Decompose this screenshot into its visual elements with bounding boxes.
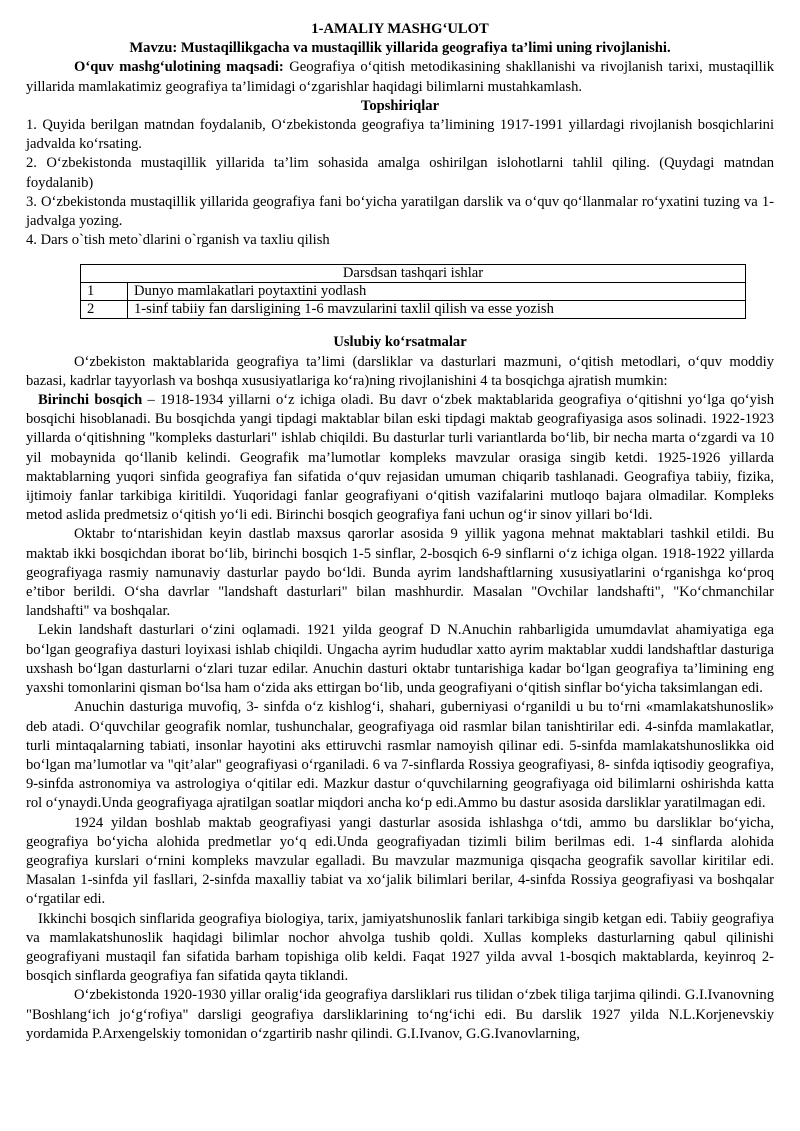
goal-paragraph — [26, 58, 774, 96]
document-title: 1-AMALIY MASHG‘ULOT — [311, 21, 489, 37]
table-row — [81, 301, 746, 319]
table-row — [81, 283, 746, 301]
table-cell-text: Dunyo mamlakatlari poytaxtini yodlash — [128, 283, 746, 301]
task-item: 4. Dars o`tish meto`dlarini o`rganish va taxliu qilish — [26, 232, 330, 249]
task-item: 2. O‘zbekistonda mustaqillik yillarida ta’lim sohasida amalga oshirilgan islohotlarni tahlil qiling. (Quydagi matndan foydalanib) — [26, 155, 774, 191]
activities-table — [80, 264, 746, 319]
table-cell-text: 1-sinf tabiiy fan darsligining 1-6 mavzularini taxlil qilish va esse yozish — [128, 301, 746, 319]
goal-text: Geografiya o‘qitish metodikasining shakllanishi va rivojlanish tarixi, mustaqillik yillarida mamlakatimiz geografiya ta’limidagi o‘zgarishlar haqidagi bilimlarni mustahkamlash. — [26, 59, 774, 95]
goal-label: O‘quv mashg‘ulotining maqsadi: — [74, 59, 284, 76]
table-cell-num: 1 — [81, 283, 128, 301]
tasks-heading: Topshiriqlar — [360, 97, 440, 114]
body-paragraph: Anuchin dasturiga muvofiq, 3- sinfda o‘z kishlog‘i, shahari, guberniyasi o‘rganildi u bu to‘rni «mamlakatshunoslik» deb atadi. O‘quvchilar geografik nomlar, tushunchalar, geografiyaga oid rasmlar bilan tanishtirilar edi. 4-sinfda mamlakatlar, turli mintaqalarning tabiati, insonlar hayotini aks ettiruvchi rasmlar namoyish qilinar edi. 5-sinfda mamlakatshunoslikka oid bo‘lgan ma’lumotlar va "qit’alar" geografiyasi o‘rganiladi. 6 va 7-sinflarda Rossiya geografiyasi, 8- sinfda iqtisodiy geografiya, 9-sinfda astronomiya va astrologiya o‘qitilar edi. Mazkur dastur o‘quvchilarning geografiyaga oid bilimlarni oshirishda katta rol o‘ynaydi.Unda geografiyaga ajratilgan soatlar miqdori ancha ko‘p edi.Ammo bu dastur asosida darsliklar yaratilmagan edi. — [26, 699, 774, 812]
table-header-cell: Darsdsan tashqari ishlar — [81, 265, 746, 283]
body-paragraph: Oktabr to‘ntarishidan keyin dastlab maxsus qarorlar asosida 9 yillik yagona mehnat maktablari tashkil etildi. Bu maktab ikki bosqichdan iborat bo‘lib, birinchi bosqich 1-5 sinflar, 2-bosqich 6-9 sinflarni o‘z ichiga olgan. 1918-1922 yillarda geografiyaga rasmiy namunaviy dasturlar paydo bo‘ldi. Bunda ayrim landshaftlarning xususiyatlarini o‘rganishga ko‘proq e’tibor berildi. O‘sha davrlar "landshaft dasturlari" bilan mashhurdir. Masalan "Ovchilar landshafti", "Ko‘chmanchilar landshafti" va boshqalar. — [26, 526, 774, 620]
body-paragraph: 1924 yildan boshlab maktab geografiyasi yangi dasturlar asosida ishlashga o‘tdi, ammo bu darsliklar bo‘yicha, geografiya bo‘yicha alohida predmetlar yo‘q edi.Unda geografiyadan tizimli bilim berilmas edi. 1-4 sinflarda alohida geografiya kurslari o‘rnini kompleks mavzular egalladi. Bu mavzular mazmuniga qisqacha geografik savollar kiritilar edi. Masalan 1-sinfda yil fasllari, 2-sinfda maxalliy tabiat va xo‘jalik bilimlari berilar, 4-sinfda Rossiya geografiyasi va boshqalar o‘rgatilar edi. — [26, 814, 774, 908]
body-paragraph: O‘zbekistonda 1920-1930 yillar oralig‘ida geografiya darsliklari rus tilidan o‘zbek tiliga tarjima qilindi. G.I.Ivanovning "Boshlang‘ich jo‘g‘rofiya" darsligi geografiya darsliklarining to‘ng‘ichi edi. Bu darslik 1927 yilda N.L.Korjenevskiy yordamida P.Arxengelskiy tomonidan o‘zgartirib nashr qilindi. G.I.Ivanov, G.G.Ivanovlarning, — [26, 987, 774, 1042]
table-header-row — [81, 265, 746, 283]
guide-heading: Uslubiy ko‘rsatmalar — [333, 334, 467, 351]
paragraph-text: – 1918-1934 yillarni o‘z ichiga oladi. Bu davr o‘zbek maktablarida geografiya o‘qitishni yo‘lga qo‘yish bosqichi hisoblanadi. Bu bosqichda yangi tipdagi maktablar bilan eski tipdagi maktab geografiyasiga asos solinadi. 1922-1923 yillarda o‘qitishning "kompleks dasturlari" ishlab chiqildi. Bu dasturlar turli variantlarda bo‘lib, bir necha marta o‘zgardi va 10 yil mobaynida qo‘llanib kelindi. Geografik ma’lumotlar kompleks mavzular orasiga singib ketdi. 1925-1926 yillarda maktablarning yuqori sinfida geografiya fan sifatida o‘quv rejasidan umuman chiqarib tashlanadi. Geografiya tabiiy, fizika, ijtimoiy fanlar tarkibiga kiritildi. Yuqoridagi fanlar geografiyani o‘qitish vazifalarini mutloqo bajara olmadilar. Kompleks metod aslida predmetsiz o‘qitish yo‘li edi. Birinchi bosqich geografiya fani uchun og‘ir sinov yillari bo‘ldi. — [26, 392, 774, 524]
body-paragraph: Ikkinchi bosqich sinflarida geografiya biologiya, tarix, jamiyatshunoslik fanlari tarkibiga singib ketgan edi. Tabiiy geografiya va mamlakatshunoslik haqidagi bilimlar nochor ahvolga tushib qoldi. Xullas kompleks dasturlarning qabul qilinishi geografiyani mustaqil fan sifatida barham topishiga olib keldi. Faqat 1927 yilda avval 1-bosqich maktablarda, keyinroq 2-bosqich sinflarda geografiya fan sifatida qayta tiklandi. — [26, 910, 774, 985]
topic-heading: Mavzu: Mustaqillikgacha va mustaqillik yillarida geografiya ta’limi uning rivojlanishi. — [129, 40, 671, 57]
body-paragraph — [26, 391, 774, 525]
stage-label: Birinchi bosqich — [38, 392, 143, 409]
body-paragraph: O‘zbekiston maktablarida geografiya ta’limi (darsliklar va dasturlari mazmuni, o‘qitish metodlari, o‘quv moddiy bazasi, kadrlar tayyorlash va boshqa xususiyatlariga ko‘ra)ning rivojlanishini 4 ta bosqichga ajratish mumkin: — [26, 353, 774, 389]
task-item: 1. Quyida berilgan matndan foydalanib, O‘zbekistonda geografiya ta’limining 1917-1991 yillardagi rivojlanish bosqichlarini jadvalda ko‘rsating. — [26, 117, 774, 153]
table-cell-num: 2 — [81, 301, 128, 319]
body-paragraph: Lekin landshaft dasturlari o‘zini oqlamadi. 1921 yilda geograf D N.Anuchin rahbarligida umumdavlat ahamiyatiga ega bo‘lgan geografiya dasturi loyixasi ishlab chiqildi. Ungacha ayrim hududlar xatto ayrim maktablar xuddi landshaftlar dasturiga uxshash bo‘lgan dasturlarni o‘zlari tuzar edilar. Anuchin dasturi oktabr tuntarishiga kadar bo‘lgan geografiya ta’limining eng yaxshi tomonlarini qisman bo‘lsa ham o‘zida aks ettirgan bo‘lib, unda geografiyani o‘qitish sinflar bo‘yicha taksimlangan edi. — [26, 622, 774, 697]
task-item: 3. O‘zbekistonda mustaqillik yillarida geografiya fani bo‘yicha yaratilgan darslik va o‘quv qo‘llanmalar ro‘yxatini tuzing va 1-jadvalga yozing. — [26, 193, 774, 230]
